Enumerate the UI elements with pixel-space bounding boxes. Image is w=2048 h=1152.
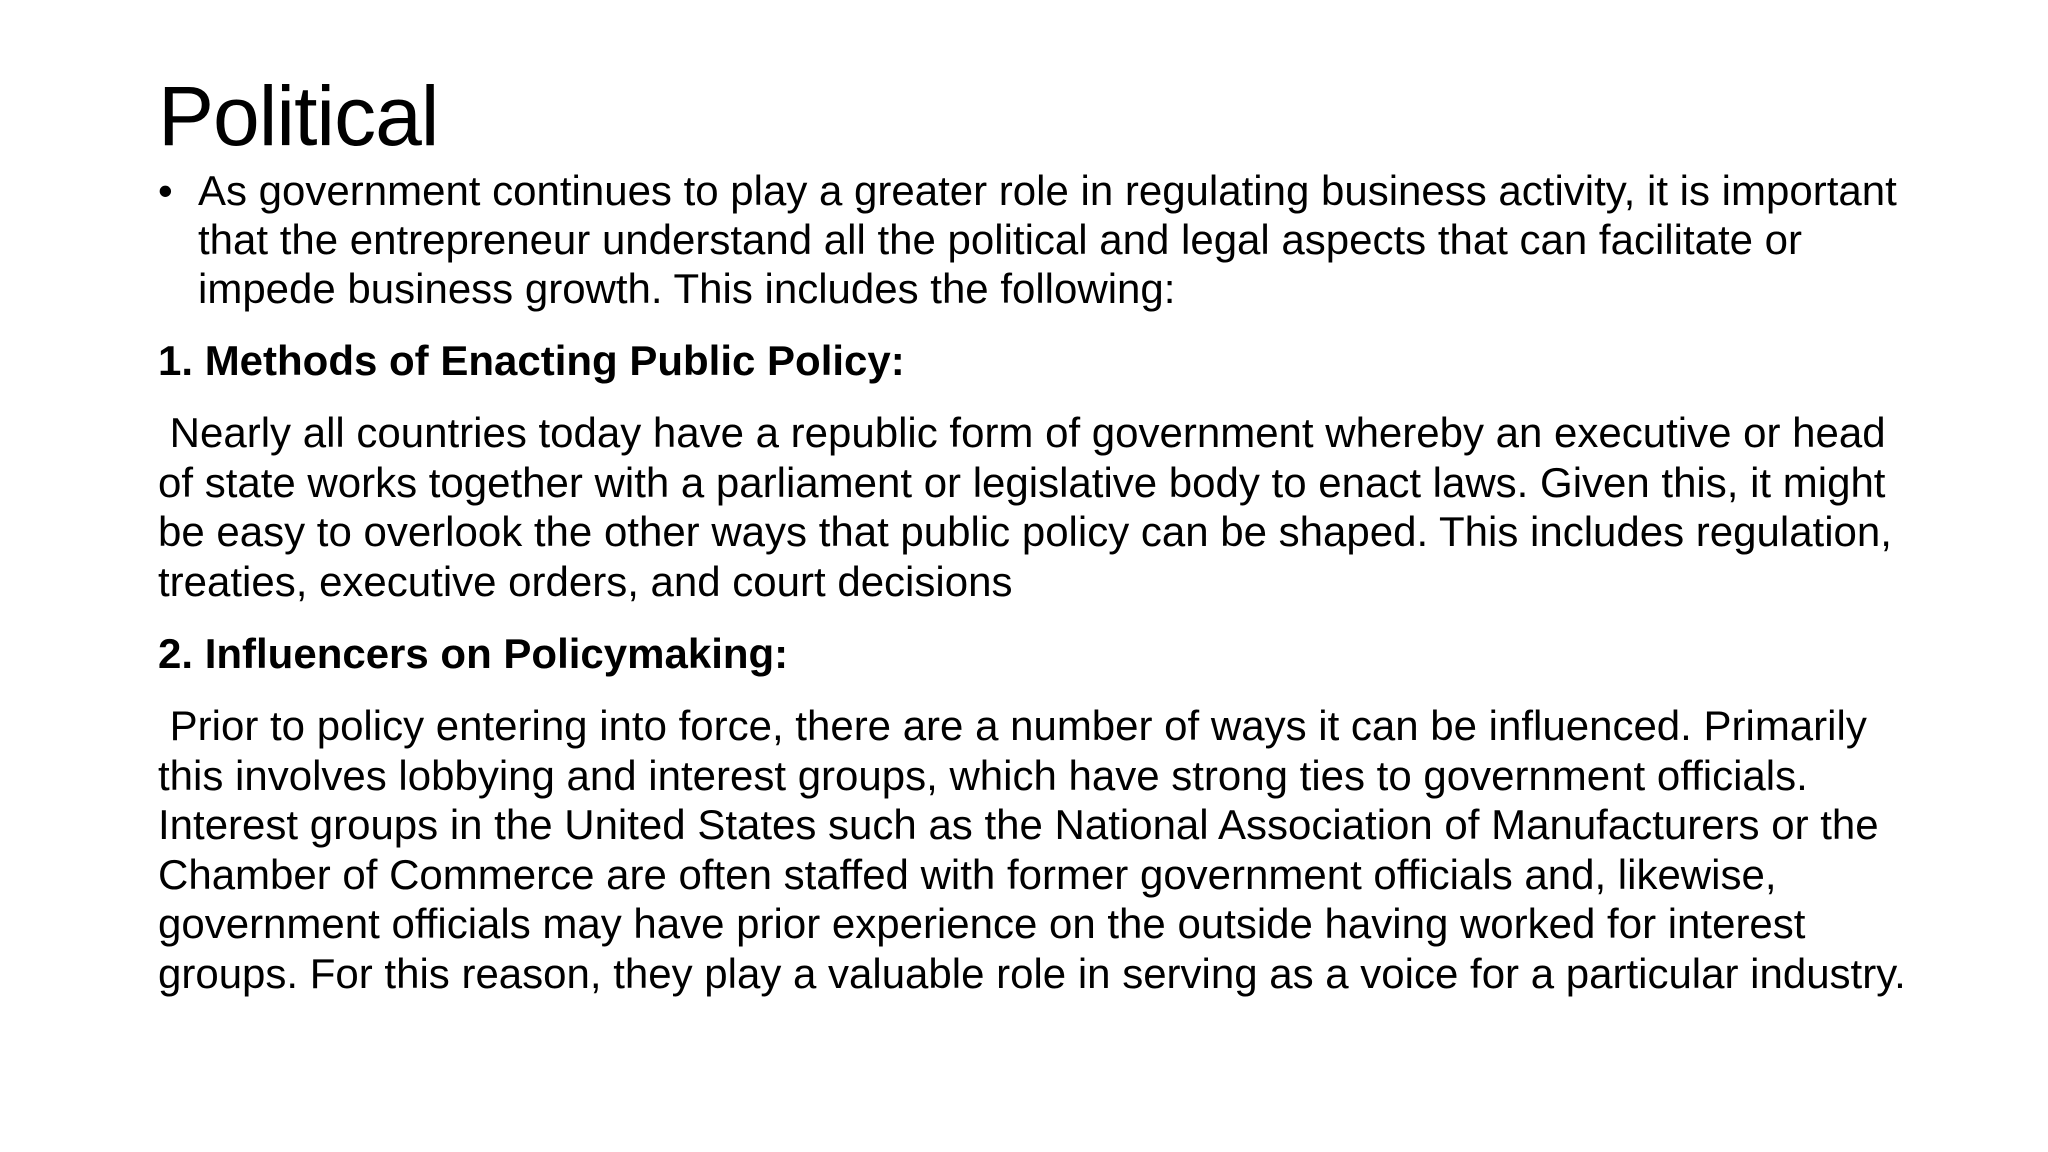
slide-content — [158, 166, 1918, 998]
section-body-influencers: Prior to policy entering into force, there are a number of ways it can be influenced. Primarily this involves lobbying and interest groups, which have strong ties to government officials. Interest groups in the United States such as the National Association of Manufacturers or the Chamber of Commerce are often staffed with former government officials and, likewise, government officials may have prior experience on the outside having worked for interest groups. For this reason, they play a valuable role in serving as a voice for a particular industry. — [158, 702, 1906, 997]
section-body-public-policy: Nearly all countries today have a republic form of government whereby an executive or head of state works together with a parliament or legislative body to enact laws. Given this, it might be easy to overlook the other ways that public policy can be shaped. This includes regulation, treaties, executive orders, and court decisions — [158, 409, 1904, 605]
bullet-marker: • — [158, 167, 173, 214]
section-heading-public-policy: 1. Methods of Enacting Public Policy: — [158, 337, 905, 384]
section-heading-influencers: 2. Influencers on Policymaking: — [158, 630, 789, 677]
bullet-text: As government continues to play a greater role in regulating business activity, it is important that the entrepreneur understand all the political and legal aspects that can facilitate or impede business growth. This includes the following: — [198, 167, 1897, 312]
slide-title: Political — [158, 69, 439, 163]
bullet-item — [158, 166, 1918, 313]
